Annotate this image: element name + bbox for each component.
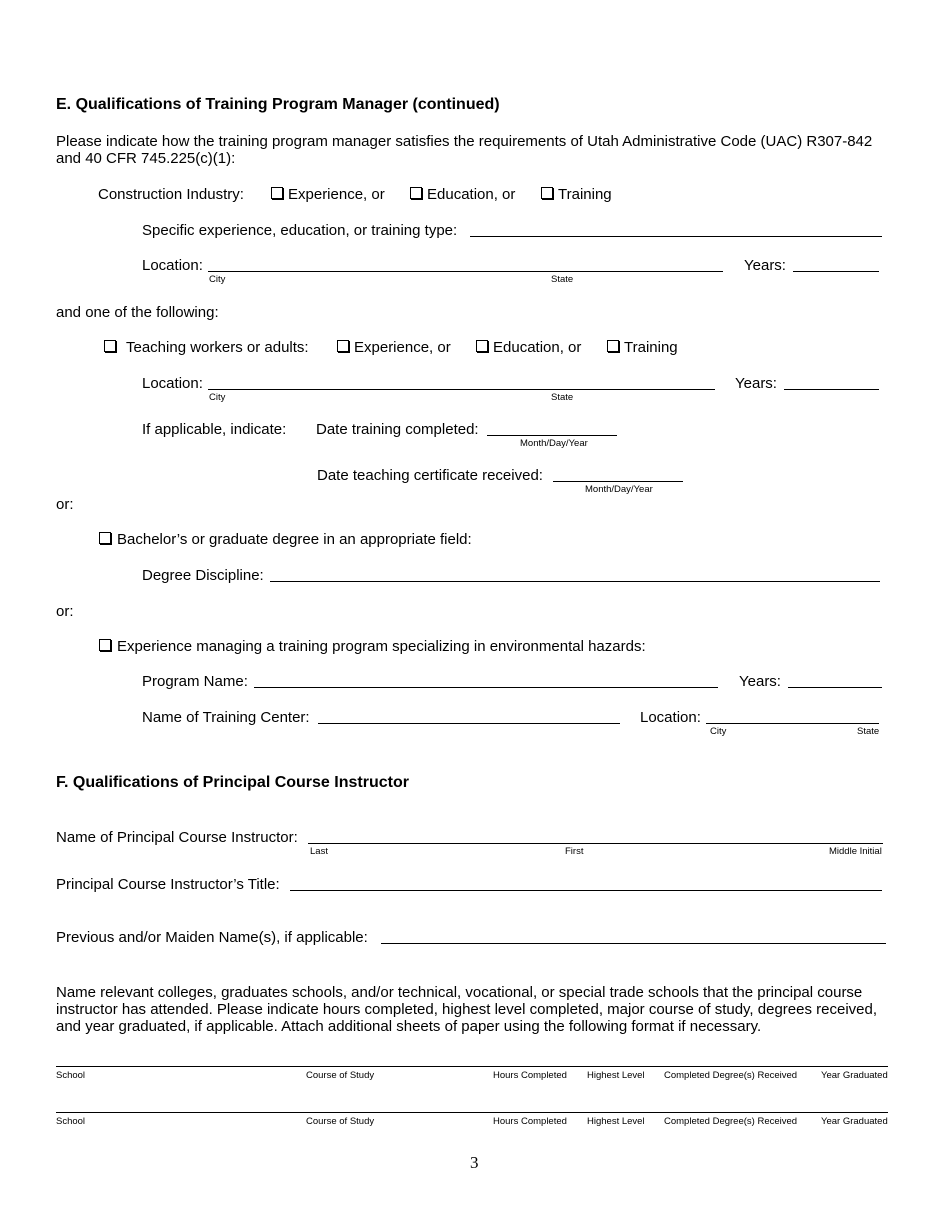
date-cert-label: Date teaching certificate received: xyxy=(317,467,543,484)
col-year: Year Graduated xyxy=(821,1116,888,1127)
instructor-title-label: Principal Course Instructor’s Title: xyxy=(56,876,280,893)
construction-location-field[interactable] xyxy=(208,271,723,272)
program-name-field[interactable] xyxy=(254,687,718,688)
checkbox-icon[interactable] xyxy=(104,340,116,352)
construction-industry-label: Construction Industry: xyxy=(98,186,244,203)
construction-location-label: Location: xyxy=(142,257,203,274)
training-center-label: Name of Training Center: xyxy=(142,709,310,726)
col-course: Course of Study xyxy=(306,1116,375,1127)
checkbox-icon[interactable] xyxy=(476,340,488,352)
date-cert-field[interactable] xyxy=(553,481,683,482)
date-format-caption: Month/Day/Year xyxy=(585,484,653,495)
program-years-field[interactable] xyxy=(788,687,882,688)
checkbox-icon[interactable] xyxy=(607,340,619,352)
center-location-label: Location: xyxy=(640,709,701,726)
teaching-location-field[interactable] xyxy=(208,389,715,390)
col-school: School xyxy=(56,1116,86,1127)
maiden-name-field[interactable] xyxy=(381,943,886,944)
instructor-name-label: Name of Principal Course Instructor: xyxy=(56,829,298,846)
col-level: Highest Level xyxy=(587,1070,645,1081)
col-hours: Hours Completed xyxy=(493,1116,567,1127)
checkbox-icon[interactable] xyxy=(410,187,422,199)
center-location-field[interactable] xyxy=(706,723,879,724)
option-label: Bachelor’s or graduate degree in an appropriate field: xyxy=(117,531,472,548)
date-training-field[interactable] xyxy=(487,435,617,436)
school-row-line[interactable] xyxy=(56,1112,888,1113)
teaching-education-option[interactable] xyxy=(476,339,581,357)
col-hours: Hours Completed xyxy=(493,1070,567,1081)
date-format-caption: Month/Day/Year xyxy=(520,438,588,449)
city-caption: City xyxy=(209,274,226,285)
schools-instructions: Name relevant colleges, graduates schools, and/or technical, vocational, or special trade schools that the principal course instructor has attended. Please indicate hours completed, highest level completed, major course of study, degrees received, and year graduated, if applicable. Attach additional sheets of paper using the following format if necessary. xyxy=(56,984,878,1035)
option-label: Education, or xyxy=(493,339,582,356)
construction-years-label: Years: xyxy=(744,257,786,274)
teaching-option[interactable] xyxy=(104,339,309,357)
city-caption: City xyxy=(209,392,226,403)
or-text: or: xyxy=(56,496,74,513)
state-caption: State xyxy=(551,274,574,285)
col-degree: Completed Degree(s) Received xyxy=(664,1070,798,1081)
last-caption: Last xyxy=(310,846,328,857)
section-f-heading: F. Qualifications of Principal Course Instructor xyxy=(56,774,409,791)
checkbox-icon[interactable] xyxy=(541,187,553,199)
if-applicable-label: If applicable, indicate: xyxy=(142,421,287,438)
state-caption: State xyxy=(857,726,880,737)
program-name-label: Program Name: xyxy=(142,673,248,690)
training-center-field[interactable] xyxy=(318,723,620,724)
state-caption: State xyxy=(551,392,574,403)
option-label: Teaching workers or adults: xyxy=(126,339,309,356)
specific-type-field[interactable] xyxy=(470,236,882,237)
bachelor-option[interactable] xyxy=(99,531,472,549)
middle-initial-caption: Middle Initial xyxy=(829,846,882,857)
option-label: Training xyxy=(558,186,612,203)
one-of-following-text: and one of the following: xyxy=(56,304,219,321)
option-label: Experience, or xyxy=(354,339,451,356)
teaching-training-option[interactable] xyxy=(607,339,678,357)
construction-education-option[interactable] xyxy=(410,186,515,204)
degree-discipline-label: Degree Discipline: xyxy=(142,567,264,584)
degree-discipline-field[interactable] xyxy=(270,581,880,582)
school-row-line[interactable] xyxy=(56,1066,888,1067)
city-caption: City xyxy=(710,726,727,737)
col-level: Highest Level xyxy=(587,1116,645,1127)
instructor-title-field[interactable] xyxy=(290,890,882,891)
date-training-label: Date training completed: xyxy=(316,421,479,438)
specific-type-label: Specific experience, education, or training type: xyxy=(142,222,458,239)
checkbox-icon[interactable] xyxy=(271,187,283,199)
col-school: School xyxy=(56,1070,86,1081)
page-number: 3 xyxy=(470,1153,479,1172)
teaching-location-label: Location: xyxy=(142,375,203,392)
option-label: Education, or xyxy=(427,186,516,203)
construction-years-field[interactable] xyxy=(793,271,879,272)
or-text: or: xyxy=(56,603,74,620)
col-degree: Completed Degree(s) Received xyxy=(664,1116,798,1127)
teaching-experience-option[interactable] xyxy=(337,339,451,357)
program-years-label: Years: xyxy=(739,673,781,690)
checkbox-icon[interactable] xyxy=(337,340,349,352)
option-label: Training xyxy=(624,339,678,356)
teaching-years-field[interactable] xyxy=(784,389,879,390)
section-e-heading: E. Qualifications of Training Program Manager (continued) xyxy=(56,96,500,113)
experience-managing-option[interactable] xyxy=(99,638,646,656)
first-caption: First xyxy=(565,846,584,857)
teaching-years-label: Years: xyxy=(735,375,777,392)
option-label: Experience managing a training program specializing in environmental hazards: xyxy=(117,638,646,655)
option-label: Experience, or xyxy=(288,186,385,203)
checkbox-icon[interactable] xyxy=(99,532,111,544)
col-course: Course of Study xyxy=(306,1070,375,1081)
checkbox-icon[interactable] xyxy=(99,639,111,651)
construction-experience-option[interactable] xyxy=(271,186,385,204)
instructor-name-field[interactable] xyxy=(308,843,883,844)
section-e-intro: Please indicate how the training program manager satisfies the requirements of Utah Administrative Code (UAC) R307-842 and 40 CFR 745.225(c)(1): xyxy=(56,133,873,167)
col-year: Year Graduated xyxy=(821,1070,888,1081)
maiden-name-label: Previous and/or Maiden Name(s), if applicable: xyxy=(56,929,368,946)
construction-training-option[interactable] xyxy=(541,186,612,204)
